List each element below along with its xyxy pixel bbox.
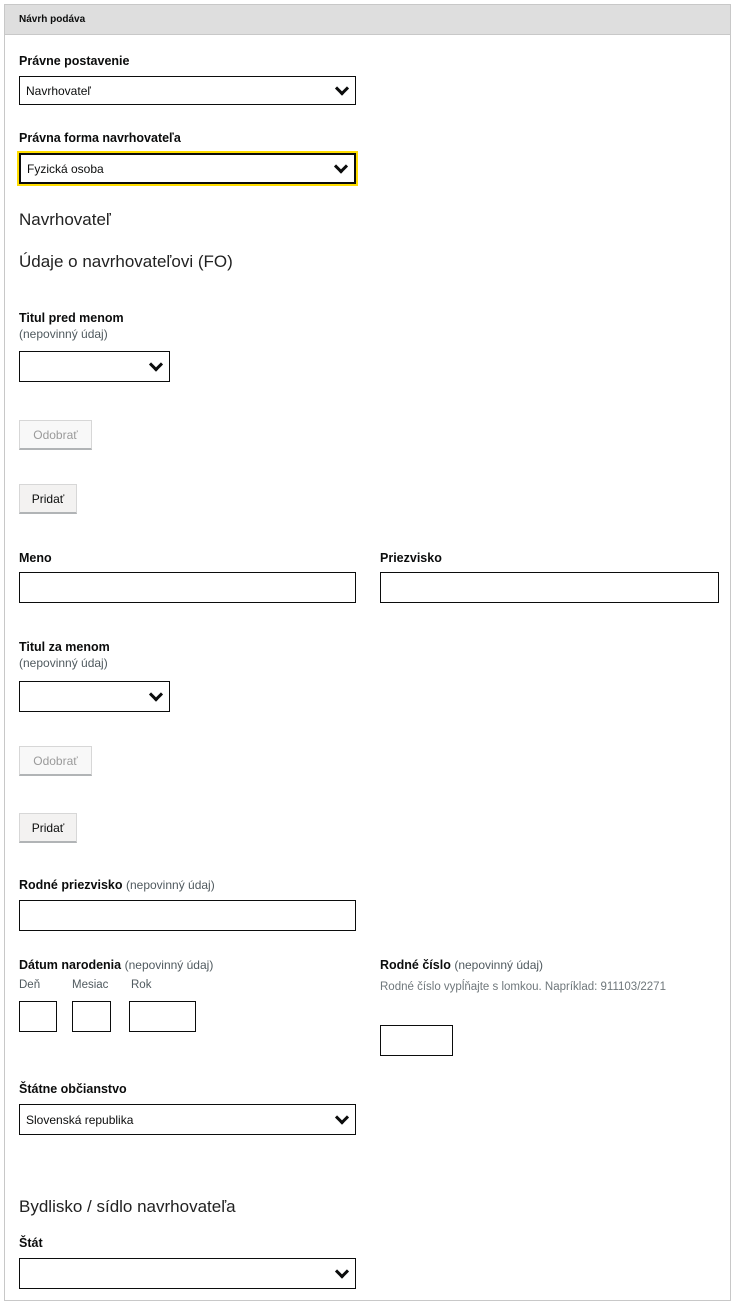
- chevron-down-icon: [335, 1264, 349, 1278]
- birth-date-label: Dátum narodenia: [19, 958, 122, 972]
- title-after-remove-button[interactable]: Odobrať: [19, 746, 92, 776]
- legal-status-value: Navrhovateľ: [26, 83, 91, 98]
- country-select[interactable]: [19, 1258, 356, 1289]
- citizenship-select[interactable]: [19, 1104, 356, 1135]
- title-after-add-button[interactable]: Pridať: [19, 813, 77, 843]
- legal-status-label: Právne postavenie: [19, 54, 130, 68]
- country-label: Štát: [19, 1236, 43, 1250]
- birth-surname-label-row: [19, 877, 215, 893]
- birth-number-input[interactable]: [380, 1025, 453, 1056]
- birth-surname-optional: (nepovinný údaj): [125, 878, 215, 892]
- chevron-down-icon: [335, 81, 349, 95]
- chevron-down-icon: [149, 357, 163, 371]
- birth-number-label: Rodné číslo: [380, 958, 451, 972]
- citizenship-label: Štátne občianstvo: [19, 1082, 127, 1096]
- legal-form-select[interactable]: [19, 153, 356, 184]
- birth-number-label-row: [380, 957, 543, 973]
- title-before-optional: (nepovinný údaj): [19, 327, 108, 341]
- title-before-label: Titul pred menom: [19, 311, 124, 325]
- first-name-label: Meno: [19, 551, 52, 565]
- applicant-subheading: Údaje o navrhovateľovi (FO): [19, 252, 233, 271]
- title-after-optional: (nepovinný údaj): [19, 656, 108, 670]
- birth-date-optional: (nepovinný údaj): [124, 958, 214, 972]
- first-name-input[interactable]: [19, 572, 356, 603]
- birth-surname-label: Rodné priezvisko: [19, 878, 123, 892]
- title-before-add-button[interactable]: Pridať: [19, 484, 77, 514]
- legal-form-value: Fyzická osoba: [27, 161, 104, 176]
- birth-surname-input[interactable]: [19, 900, 356, 931]
- birth-date-label-row: [19, 957, 213, 973]
- residence-heading: Bydlisko / sídlo navrhovateľa: [19, 1197, 236, 1216]
- birth-day-input[interactable]: [19, 1001, 57, 1032]
- chevron-down-icon: [335, 1110, 349, 1124]
- title-before-select[interactable]: [19, 351, 170, 382]
- applicant-heading: Navrhovateľ: [19, 210, 111, 229]
- birth-year-input[interactable]: [129, 1001, 196, 1032]
- citizenship-value: Slovenská republika: [26, 1112, 134, 1127]
- legal-form-label: Právna forma navrhovateľa: [19, 131, 181, 145]
- chevron-down-icon: [334, 159, 348, 173]
- title-after-select[interactable]: [19, 681, 170, 712]
- birth-number-optional: (nepovinný údaj): [454, 958, 544, 972]
- title-after-label: Titul za menom: [19, 640, 110, 654]
- birth-year-label: Rok: [131, 979, 152, 991]
- surname-label: Priezvisko: [380, 551, 442, 565]
- birth-day-label: Deň: [19, 979, 41, 991]
- section-title: Návrh podáva: [19, 14, 86, 25]
- birth-number-hint: Rodné číslo vypĺňajte s lomkou. Napríklad: 911103/2271: [380, 981, 666, 993]
- chevron-down-icon: [149, 687, 163, 701]
- section-header: [4, 4, 731, 35]
- birth-month-label: Mesiac: [72, 979, 109, 991]
- surname-input[interactable]: [380, 572, 719, 603]
- title-before-remove-button[interactable]: Odobrať: [19, 420, 92, 450]
- birth-month-input[interactable]: [72, 1001, 111, 1032]
- legal-status-select[interactable]: [19, 76, 356, 105]
